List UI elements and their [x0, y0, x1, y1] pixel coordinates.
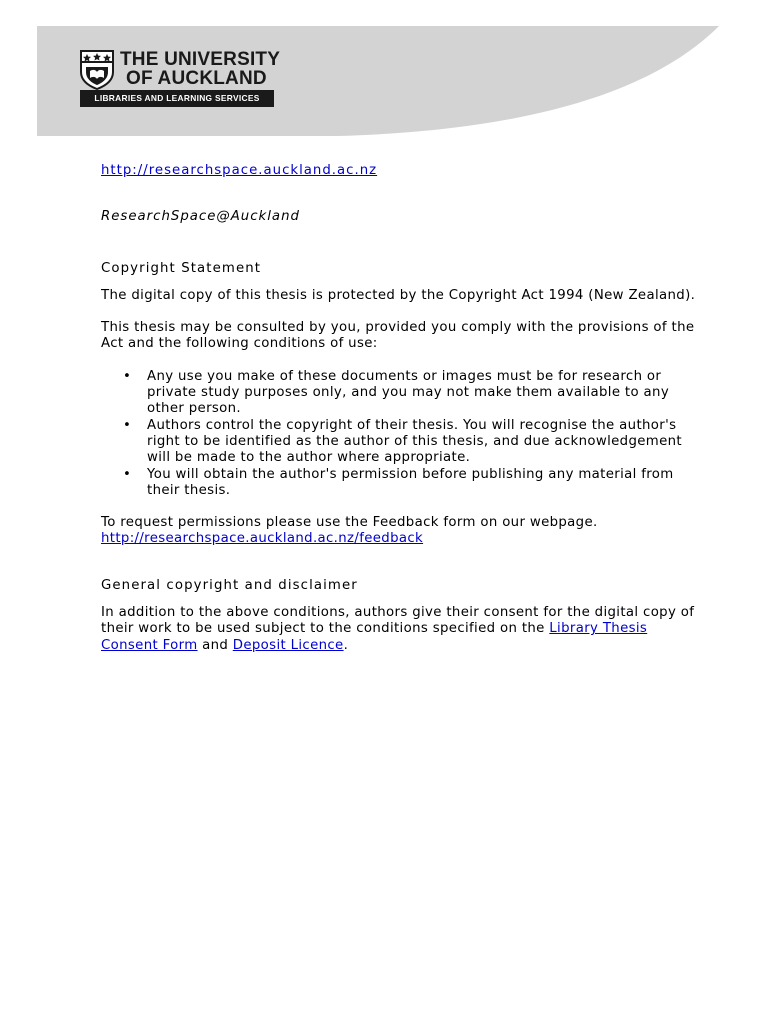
researchspace-link[interactable]: http://researchspace.auckland.ac.nz: [101, 163, 378, 178]
university-crest-icon: [80, 50, 114, 90]
consent-form-link[interactable]: Library Thesis Consent Form: [101, 621, 648, 653]
university-name-line1: THE UNIVERSITY: [120, 49, 281, 70]
disclaimer-paragraph: [101, 605, 701, 654]
permissions-text: To request permissions please use the Feedback form on our webpage.: [101, 515, 598, 531]
disclaimer-text-start: In addition to the above conditions, authors give their consent for the digital copy of their work to be used subject to the conditions specified on the: [101, 605, 695, 637]
document-body: [101, 160, 701, 654]
list-item: • You will obtain the author's permission before publishing any material from their thesis.: [147, 467, 701, 500]
libraries-service-bar: LIBRARIES AND LEARNING SERVICES: [80, 90, 274, 107]
general-heading: General copyright and disclaimer: [101, 577, 358, 593]
conditions-list: [101, 369, 701, 499]
permissions-paragraph: [101, 515, 701, 548]
copyright-paragraph-1: The digital copy of this thesis is protected by the Copyright Act 1994 (New Zealand).: [101, 287, 696, 303]
feedback-link[interactable]: http://researchspace.auckland.ac.nz/feedback: [101, 531, 424, 547]
university-logo: [80, 49, 281, 108]
deposit-licence-link[interactable]: Deposit Licence: [232, 637, 344, 653]
list-item: • Authors control the copyright of their thesis. You will recognise the author's right to be identified as the author of this thesis, and due acknowledgement will be made to the author where appropriate.: [147, 418, 701, 467]
university-name-line2: OF AUCKLAND: [126, 68, 267, 89]
disclaimer-text-and: and: [197, 637, 233, 653]
repository-name: ResearchSpace@Auckland: [101, 209, 300, 225]
copyright-paragraph-2: This thesis may be consulted by you, provided you comply with the provisions of the Act and the following conditions of use:: [101, 320, 695, 352]
disclaimer-text-end: .: [343, 637, 349, 653]
university-name: [120, 50, 280, 88]
copyright-heading: Copyright Statement: [101, 260, 262, 276]
list-item: • Any use you make of these documents or images must be for research or private study purposes only, and you may not make them available to any other person.: [147, 369, 701, 418]
